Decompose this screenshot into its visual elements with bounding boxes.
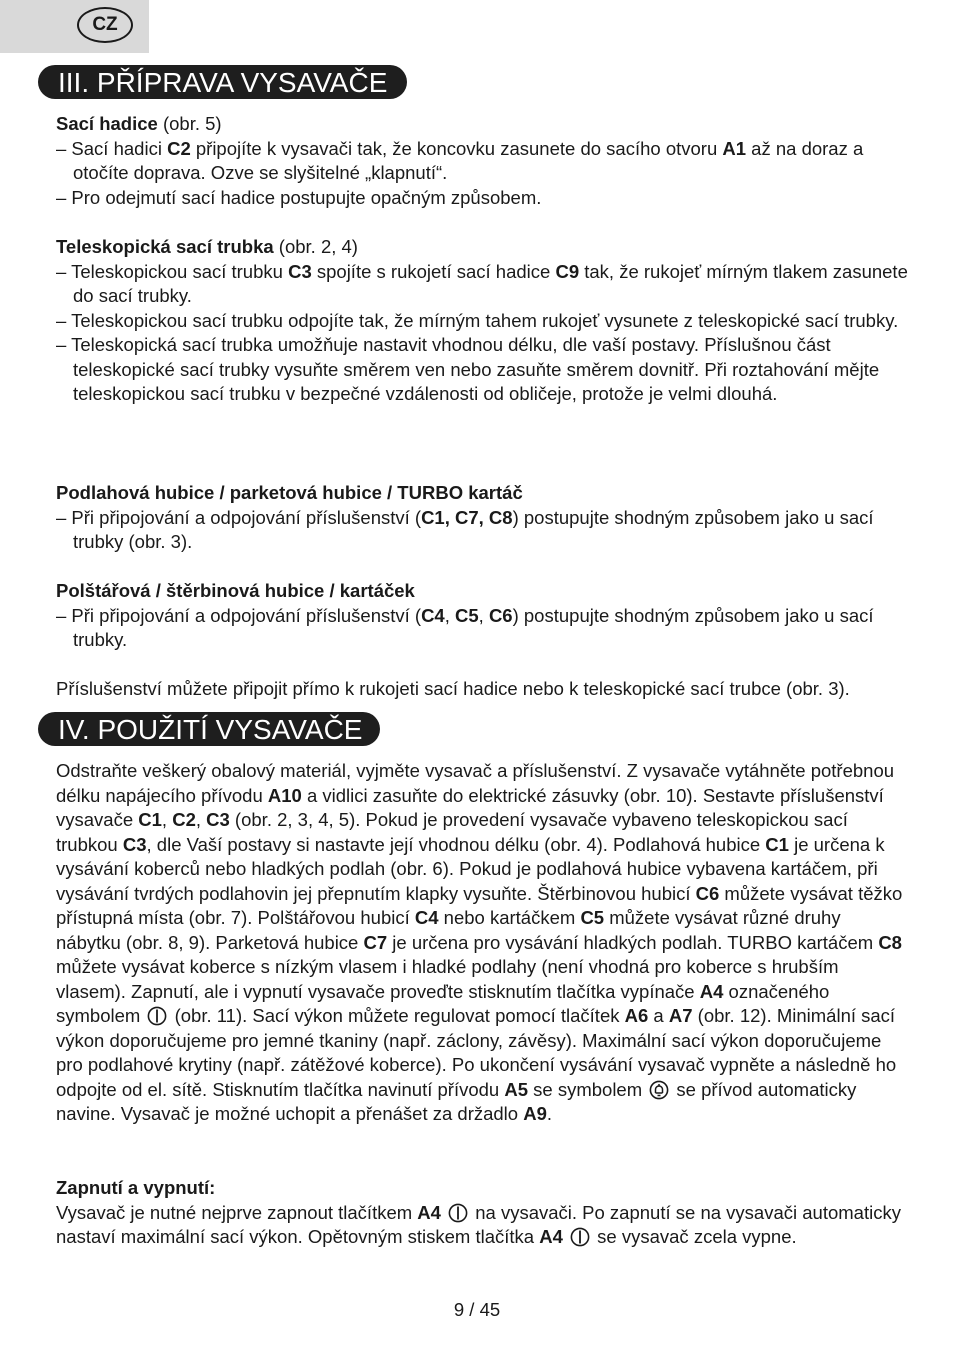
list-item: – Teleskopickou sací trubku odpojíte tak, že mírným tahem rukojeť vysunete z teleskopické sací trubky. xyxy=(56,309,899,331)
part-code: A5 xyxy=(504,1078,529,1100)
part-code: A9 xyxy=(523,1103,547,1124)
group-heading: Zapnutí a vypnutí: xyxy=(56,1177,216,1198)
power-icon xyxy=(448,1203,468,1223)
part-code: A10 xyxy=(267,784,302,806)
on-off-paragraph: Vysavač je nutné nejprve zapnout tlačítkem A4 na vysavači. Po zapnutí se na vysavači automaticky nastaví maximální sací výkon. Opětovným stiskem tlačítka A4 se vysavač zcela vypne. xyxy=(56,1201,901,1247)
list-item: – Teleskopickou sací trubku C3 spojíte s rukojetí sací hadice C9 tak, že rukojeť mírným tlakem zasunete do sací trubky. xyxy=(56,260,908,306)
part-code: C1 xyxy=(765,833,789,855)
part-code: C1 xyxy=(138,809,162,830)
suction-hose-group xyxy=(56,112,916,210)
part-code: C2 xyxy=(172,809,196,830)
part-code: C6 xyxy=(488,604,513,626)
language-badge: CZ xyxy=(77,7,133,43)
telescopic-tube-group xyxy=(56,235,916,407)
part-code: A4 xyxy=(699,980,724,1002)
list-item: – Teleskopická sací trubka umožňuje nastavit vhodnou délku, dle vaší postavy. Příslušnou část teleskopické sací trubky vysuňte směrem ven nebo zasuňte směrem dovnitř. Při roztahování mějte teleskopickou sací trubku v bezpečné vzdálenosti od obličeje, protože je velmi dlouhá. xyxy=(56,334,880,404)
part-code: C5 xyxy=(580,907,605,928)
list-item: – Sací hadici C2 připojíte k vysavači tak, že koncovku zasunete do sacího otvoru A1 až na doraz a otočíte doprava. Ozve se slyšitelné „klapnutí“. xyxy=(56,137,864,183)
part-code: C6 xyxy=(695,882,720,904)
part-code: C3 xyxy=(206,809,230,830)
part-code: C4 xyxy=(414,907,439,928)
upholstery-nozzle-group xyxy=(56,579,916,653)
power-icon xyxy=(570,1227,590,1247)
list-item: – Pro odejmutí sací hadice postupujte opačným způsobem. xyxy=(56,186,542,208)
note-text: Příslušenství můžete připojit přímo k rukojeti sací hadice nebo k teleskopické sací trubce (obr. 3). xyxy=(56,678,850,699)
accessories-note xyxy=(56,677,916,702)
power-icon xyxy=(147,1006,167,1026)
usage-body xyxy=(56,759,906,1127)
part-code: A6 xyxy=(624,1005,649,1026)
language-tab xyxy=(0,0,149,53)
cord-rewind-icon xyxy=(649,1080,669,1100)
part-code: A4 xyxy=(539,1226,563,1247)
part-code: C5 xyxy=(455,604,479,626)
part-code: C3 xyxy=(288,260,312,282)
section-title-bar xyxy=(38,712,380,746)
part-code: C2 xyxy=(167,137,191,159)
part-code: C8 xyxy=(878,931,902,953)
list-item: – Při připojování a odpojování příslušenství (C4, C5, C6) postupujte shodným způsobem jako u sací trubky. xyxy=(56,604,874,650)
part-code: C1, C7, C8 xyxy=(421,506,513,528)
part-code: C4 xyxy=(421,604,445,626)
part-code: C3 xyxy=(122,833,147,855)
on-off-group xyxy=(56,1176,906,1250)
floor-nozzle-group xyxy=(56,481,916,555)
part-code: A4 xyxy=(417,1201,441,1223)
group-heading: Podlahová hubice / parketová hubice / TURBO kartáč xyxy=(56,482,523,503)
usage-paragraph: Odstraňte veškerý obalový materiál, vyjměte vysavač a příslušenství. Z vysavače vytáhněte potřebnou délku napájecího přívodu A10 a vidlici zasuňte do elektrické zásuvky (obr. 10). Sestavte příslušenství vysavače C1, C2, C3 (obr. 2, 3, 4, 5). Pokud je provedení vysavače vybaveno teleskopickou sací trubkou C3, dle Vaší postavy si nastavte její vhodnou délku (obr. 4). Podlahová hubice C1 je určena k vysávání koberců nebo hladkých podlah (obr. 6). Pokud je podlahová hubice vybavena kartáčem, při vysávání tvrdých podlahovin jej přepnutím klapky vysuňte. Štěrbinovou hubicí C6 můžete vysávat těžko přístupná místa (obr. 7). Polštářovou hubicí C4 nebo kartáčkem C5 můžete vysávat různé druhy nábytku (obr. 8, 9). Parketová hubice C7 je určena pro vysávání hladkých podlah. TURBO kartáčem C8 můžete vysávat koberce s nízkým vlasem i hladké podlahy (není vhodná pro koberce s hrubším vlasem). Zapnutí, ale i vypnutí vysavače proveďte stisknutím tlačítka vypínače A4 označeného symbolem (obr. 11). Sací výkon můžete regulovat pomocí tlačítek A6 a A7 (obr. 12). Minimální sací výkon doporučujeme pro jemné tkaniny (např. záclony, závěsy). Maximální sací výkon doporučujeme pro podlahové krytiny (např. zátěžové koberce). Po ukončení vysávání vysavač vypněte a následně ho odpojte od el. sítě. Stisknutím tlačítka navinutí přívodu A5 se symbolem se přívod automaticky navine. Vysavač je možné uchopit a přenášet za držadlo A9. xyxy=(56,760,903,1124)
part-code: A7 xyxy=(668,1005,693,1026)
section-title: IV. POUŽITÍ VYSAVAČE xyxy=(58,714,363,745)
list-item: – Při připojování a odpojování příslušenství (C1, C7, C8) postupujte shodným způsobem jako u sací trubky (obr. 3). xyxy=(56,506,874,552)
section-title-bar xyxy=(38,65,407,99)
group-heading: Teleskopická sací trubka (obr. 2, 4) xyxy=(56,236,358,257)
section-title: III. PŘÍPRAVA VYSAVAČE xyxy=(58,67,388,98)
group-heading: Polštářová / štěrbinová hubice / kartáček xyxy=(56,580,415,601)
group-heading: Sací hadice (obr. 5) xyxy=(56,113,222,134)
part-code: C9 xyxy=(555,260,580,282)
part-code: A1 xyxy=(722,137,747,159)
page-number: 9 / 45 xyxy=(453,1299,501,1320)
part-code: C7 xyxy=(363,931,388,953)
